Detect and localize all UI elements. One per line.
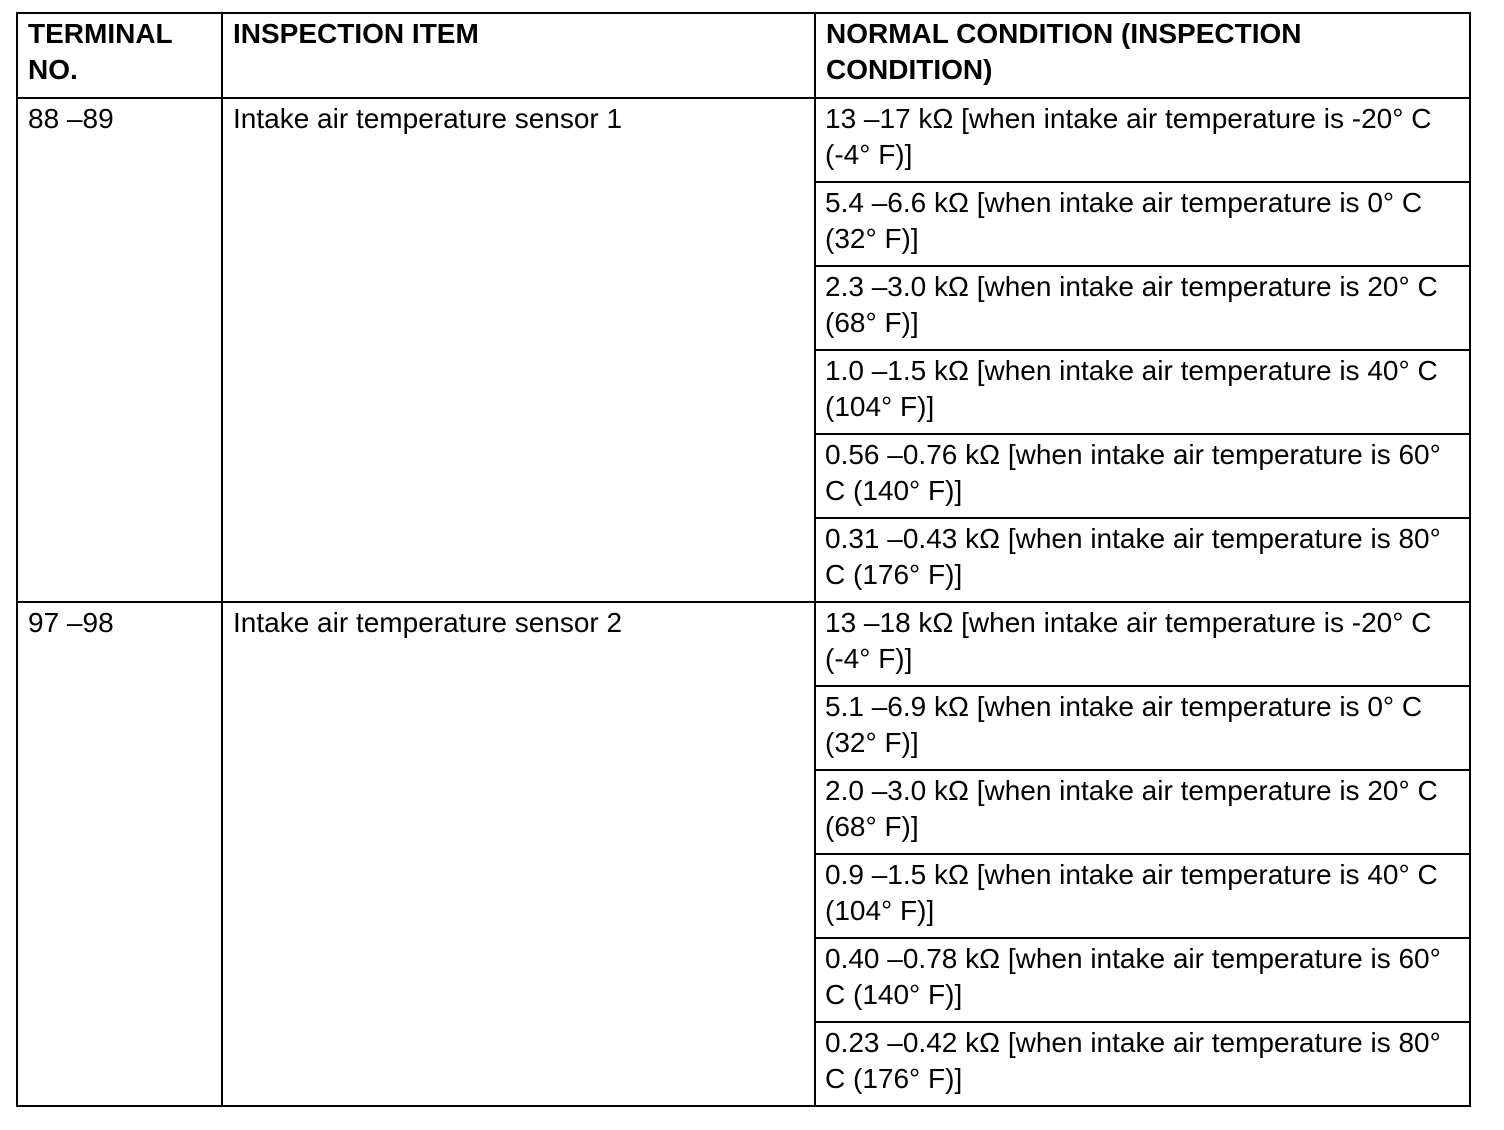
normal-condition-cell: 5.1 –6.9 kΩ [when intake air temperature is 0° C (32° F)] — [815, 686, 1470, 770]
inspection-item-cell: Intake air temperature sensor 2 — [222, 602, 815, 1106]
table-row — [17, 602, 1470, 686]
header-normal-condition: NORMAL CONDITION (INSPECTION CONDITION) — [815, 13, 1470, 98]
normal-condition-cell: 2.0 –3.0 kΩ [when intake air temperature is 20° C (68° F)] — [815, 770, 1470, 854]
normal-condition-cell: 0.31 –0.43 kΩ [when intake air temperature is 80° C (176° F)] — [815, 518, 1470, 602]
normal-condition-cell: 0.23 –0.42 kΩ [when intake air temperature is 80° C (176° F)] — [815, 1022, 1470, 1106]
inspection-table — [16, 12, 1471, 1107]
table-header-row — [17, 13, 1470, 98]
normal-condition-cell: 13 –18 kΩ [when intake air temperature is -20° C (-4° F)] — [815, 602, 1470, 686]
normal-condition-cell: 1.0 –1.5 kΩ [when intake air temperature is 40° C (104° F)] — [815, 350, 1470, 434]
normal-condition-cell: 0.9 –1.5 kΩ [when intake air temperature is 40° C (104° F)] — [815, 854, 1470, 938]
terminal-no-cell: 88 –89 — [17, 98, 222, 602]
normal-condition-cell: 13 –17 kΩ [when intake air temperature is -20° C (-4° F)] — [815, 98, 1470, 182]
normal-condition-cell: 0.40 –0.78 kΩ [when intake air temperature is 60° C (140° F)] — [815, 938, 1470, 1022]
header-inspection-item: INSPECTION ITEM — [222, 13, 815, 98]
normal-condition-cell: 2.3 –3.0 kΩ [when intake air temperature is 20° C (68° F)] — [815, 266, 1470, 350]
header-terminal-no: TERMINAL NO. — [17, 13, 222, 98]
normal-condition-cell: 0.56 –0.76 kΩ [when intake air temperature is 60° C (140° F)] — [815, 434, 1470, 518]
table-row — [17, 98, 1470, 182]
terminal-no-cell: 97 –98 — [17, 602, 222, 1106]
inspection-item-cell: Intake air temperature sensor 1 — [222, 98, 815, 602]
normal-condition-cell: 5.4 –6.6 kΩ [when intake air temperature is 0° C (32° F)] — [815, 182, 1470, 266]
